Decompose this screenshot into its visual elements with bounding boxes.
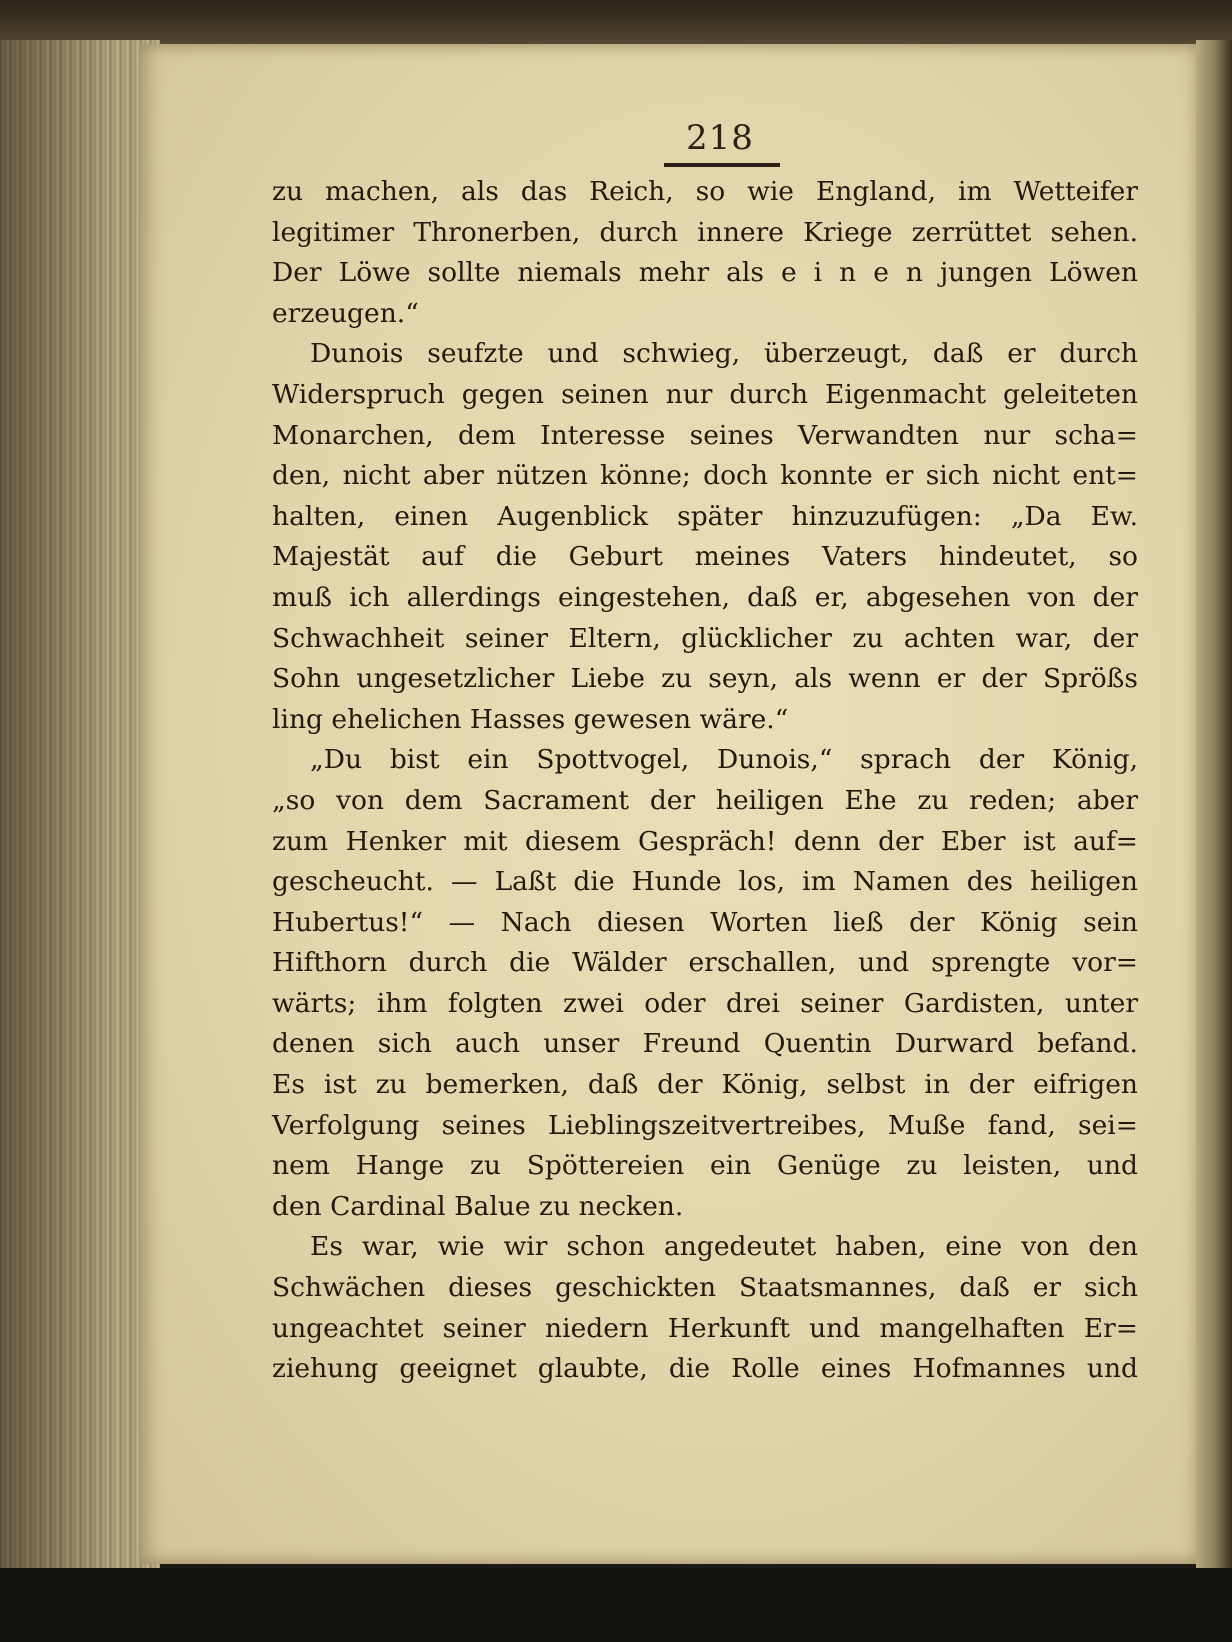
text-line: erzeugen.“: [272, 297, 419, 329]
page-edges-shade: [0, 40, 160, 1580]
page-number-rule: [664, 163, 780, 167]
text-line: ling ehelichen Hasses gewesen wäre.“: [272, 703, 789, 735]
text-line: denen sich auch unser Freund Quentin Durward befand.: [272, 1028, 1138, 1060]
text-line: Es war, wie wir schon angedeutet haben, eine von den: [310, 1231, 1138, 1263]
text-line: den, nicht aber nützen könne; doch konnte er sich nicht ent=: [272, 460, 1138, 492]
text-line: zu machen, als das Reich, so wie England, im Wetteifer: [272, 176, 1138, 207]
page-number: 218: [686, 118, 754, 158]
text-line: Schwachheit seiner Eltern, glücklicher zu achten war, der: [272, 622, 1138, 654]
text-line: zum Henker mit diesem Gespräch! denn der Eber ist auf=: [272, 825, 1138, 857]
background-bottom: [0, 1568, 1232, 1642]
text-line: Der Löwe sollte niemals mehr als e i n e n jungen Löwen: [272, 257, 1138, 289]
page-edge-right: [1196, 40, 1232, 1590]
text-line: Dunois seufzte und schwieg, überzeugt, daß er durch: [310, 338, 1138, 370]
text-line: ungeachtet seiner niedern Herkunft und mangelhaften Er=: [272, 1312, 1138, 1344]
text-line: Hubertus!“ — Nach diesen Worten ließ der König sein: [272, 906, 1138, 938]
text-line: nem Hange zu Spöttereien ein Genüge zu leisten, und: [272, 1150, 1138, 1182]
text-line: Schwächen dieses geschickten Staatsmannes, daß er sich: [272, 1272, 1138, 1304]
text-line: wärts; ihm folgten zwei oder drei seiner Gardisten, unter: [272, 987, 1138, 1019]
body-text: [272, 172, 1138, 1390]
text-line: Widerspruch gegen seinen nur durch Eigenmacht geleiteten: [272, 378, 1138, 410]
text-line: „so von dem Sacrament der heiligen Ehe zu reden; aber: [272, 784, 1138, 816]
text-line: Es ist zu bemerken, daß der König, selbst in der eifrigen: [272, 1069, 1138, 1101]
text-line: halten, einen Augenblick später hinzuzufügen: „Da Ew.: [272, 500, 1138, 532]
text-line: gescheucht. — Laßt die Hunde los, im Namen des heiligen: [272, 866, 1138, 898]
text-line: Majestät auf die Geburt meines Vaters hindeutet, so: [272, 541, 1138, 573]
text-line: „Du bist ein Spottvogel, Dunois,“ sprach der König,: [310, 744, 1138, 776]
text-line: Hifthorn durch die Wälder erschallen, und sprengte vor=: [272, 947, 1138, 979]
text-line: muß ich allerdings eingestehen, daß er, abgesehen von der: [272, 581, 1138, 613]
text-line: Verfolgung seines Lieblingszeitvertreibes, Muße fand, sei=: [272, 1109, 1138, 1141]
text-line: Monarchen, dem Interesse seines Verwandten nur scha=: [272, 419, 1138, 451]
text-line: legitimer Thronerben, durch innere Kriege zerrüttet sehen.: [272, 216, 1138, 248]
text-line: den Cardinal Balue zu necken.: [272, 1190, 684, 1222]
text-line: ziehung geeignet glaubte, die Rolle eines Hofmannes und: [272, 1353, 1138, 1385]
text-line: Sohn ungesetzlicher Liebe zu seyn, als wenn er der Sprößs: [272, 663, 1138, 695]
